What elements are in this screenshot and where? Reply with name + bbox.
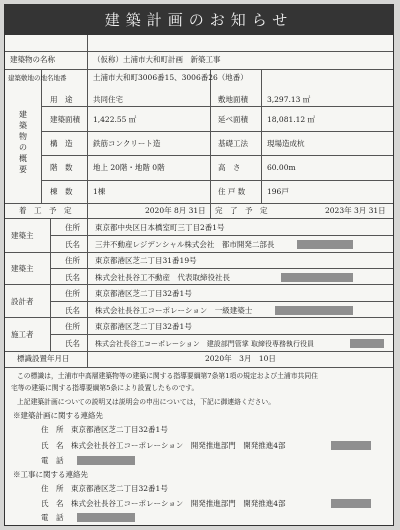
end-value: 2023年 3月 31日 xyxy=(325,206,386,215)
notice-title: 建築計画のお知らせ xyxy=(5,5,393,35)
owner1-role: 建築主 xyxy=(11,231,34,240)
floors-value: 地上 20階・地階 0階 xyxy=(93,163,165,172)
owner2-address: 東京都港区芝二丁目31番19号 xyxy=(95,256,197,265)
start-label: 着 工 予 定 xyxy=(19,206,72,215)
owner2-address-label: 住所 xyxy=(65,256,80,265)
designer-role: 設計者 xyxy=(11,297,34,306)
units-label: 住 戸 数 xyxy=(218,187,246,196)
contact2-name: 氏 名 株式会社長谷工コーポレーション 開発推進部門 開発推進4部 xyxy=(41,499,286,508)
notice-board xyxy=(4,4,394,526)
floors-label: 階 数 xyxy=(50,163,73,172)
redacted-bar xyxy=(275,306,353,315)
use-label: 用 途 xyxy=(50,95,73,104)
owner1-address: 東京都中央区日本橋室町三丁目2番1号 xyxy=(95,223,225,232)
building-name-label: 建築物の名称 xyxy=(10,55,55,64)
notice-line-1: この標識は，土浦市中高層建築物等の建築に関する指導要綱第7条第1項の規定および土浦市共同住 xyxy=(17,372,318,380)
designer-name: 株式会社長谷工コーポレーション 一級建築士 xyxy=(95,306,253,315)
units-value: 196戸 xyxy=(267,187,289,196)
contact2-address: 住 所 東京都港区芝二丁目32番1号 xyxy=(41,484,168,493)
notice-line-2: 宅等の建築に関する指導要綱第5条により設置したものです。 xyxy=(11,384,199,392)
redacted-bar xyxy=(297,240,353,249)
foundation-label: 基礎工法 xyxy=(218,139,248,148)
start-value: 2020年 8月 31日 xyxy=(145,206,206,215)
owner1-name-label: 氏名 xyxy=(65,240,80,249)
contractor-name: 株式会社長谷工コーポレーション 建設部門管掌 取締役専務執行役員 xyxy=(95,340,314,348)
redacted-bar xyxy=(281,273,353,282)
redacted-bar xyxy=(331,499,371,508)
structure-value: 鉄筋コンクリート造 xyxy=(93,139,161,148)
owner2-name: 株式会社長谷工不動産 代表取締役社長 xyxy=(95,273,230,282)
owner1-name: 三井不動産レジデンシャル株式会社 都市開発二部長 xyxy=(95,240,275,249)
building-area-value: 1,422.55 ㎡ xyxy=(93,115,137,124)
height-value: 60.00m xyxy=(267,163,296,172)
contractor-address-label: 住所 xyxy=(65,322,80,331)
notice-line-3: 上記建築計画についての説明又は説明会の申出については，下記に御連絡ください。 xyxy=(17,398,276,406)
redacted-bar xyxy=(77,513,135,522)
use-value: 共同住宅 xyxy=(93,95,123,104)
redacted-bar xyxy=(350,339,384,348)
contact1-tel: 電 話 xyxy=(41,456,64,465)
site-area-value: 3,297.13 ㎡ xyxy=(267,95,311,104)
contact1-address: 住 所 東京都港区芝二丁目32番1号 xyxy=(41,425,168,434)
contractor-name-label: 氏名 xyxy=(65,339,80,348)
building-name-value: （仮称）土浦市大和町計画 新築工事 xyxy=(93,55,221,64)
contractor-role: 施工者 xyxy=(11,330,34,339)
posted-value: 2020年 3月 10日 xyxy=(205,354,276,363)
contractor-address: 東京都港区芝二丁目32番1号 xyxy=(95,322,192,331)
building-count-label: 棟 数 xyxy=(50,187,73,196)
structure-label: 構 造 xyxy=(50,139,73,148)
floor-area-value: 18,081.12 ㎡ xyxy=(267,115,316,124)
contact1-name: 氏 名 株式会社長谷工コーポレーション 開発推進部門 開発推進4部 xyxy=(41,441,286,450)
contact2-tel: 電 話 xyxy=(41,513,64,522)
redacted-bar xyxy=(77,456,135,465)
end-label: 完 了 予 定 xyxy=(215,206,268,215)
designer-address-label: 住所 xyxy=(65,289,80,298)
posted-label: 標識設置年月日 xyxy=(17,354,70,363)
contact1-title: ※建築計画に関する連絡先 xyxy=(13,411,103,420)
redacted-bar xyxy=(331,441,371,450)
height-label: 高 さ xyxy=(218,163,241,172)
floor-area-label: 延べ面積 xyxy=(218,115,248,124)
owner2-role: 建築主 xyxy=(11,264,34,273)
contact2-title: ※工事に関する連絡先 xyxy=(13,470,88,479)
foundation-value: 現場造成杭 xyxy=(267,139,305,148)
building-area-label: 建築面積 xyxy=(50,115,80,124)
designer-name-label: 氏名 xyxy=(65,306,80,315)
overview-label: 建 築 物 の 概 要 xyxy=(19,110,27,174)
building-count-value: 1棟 xyxy=(93,187,106,196)
owner2-name-label: 氏名 xyxy=(65,273,80,282)
site-value: 土浦市大和町3006番15、3006番26（地番） xyxy=(93,73,248,82)
site-area-label: 敷地面積 xyxy=(218,95,248,104)
designer-address: 東京都港区芝二丁目32番1号 xyxy=(95,289,192,298)
site-label: 建築敷地の地名地番 xyxy=(8,74,67,82)
owner1-address-label: 住所 xyxy=(65,223,80,232)
